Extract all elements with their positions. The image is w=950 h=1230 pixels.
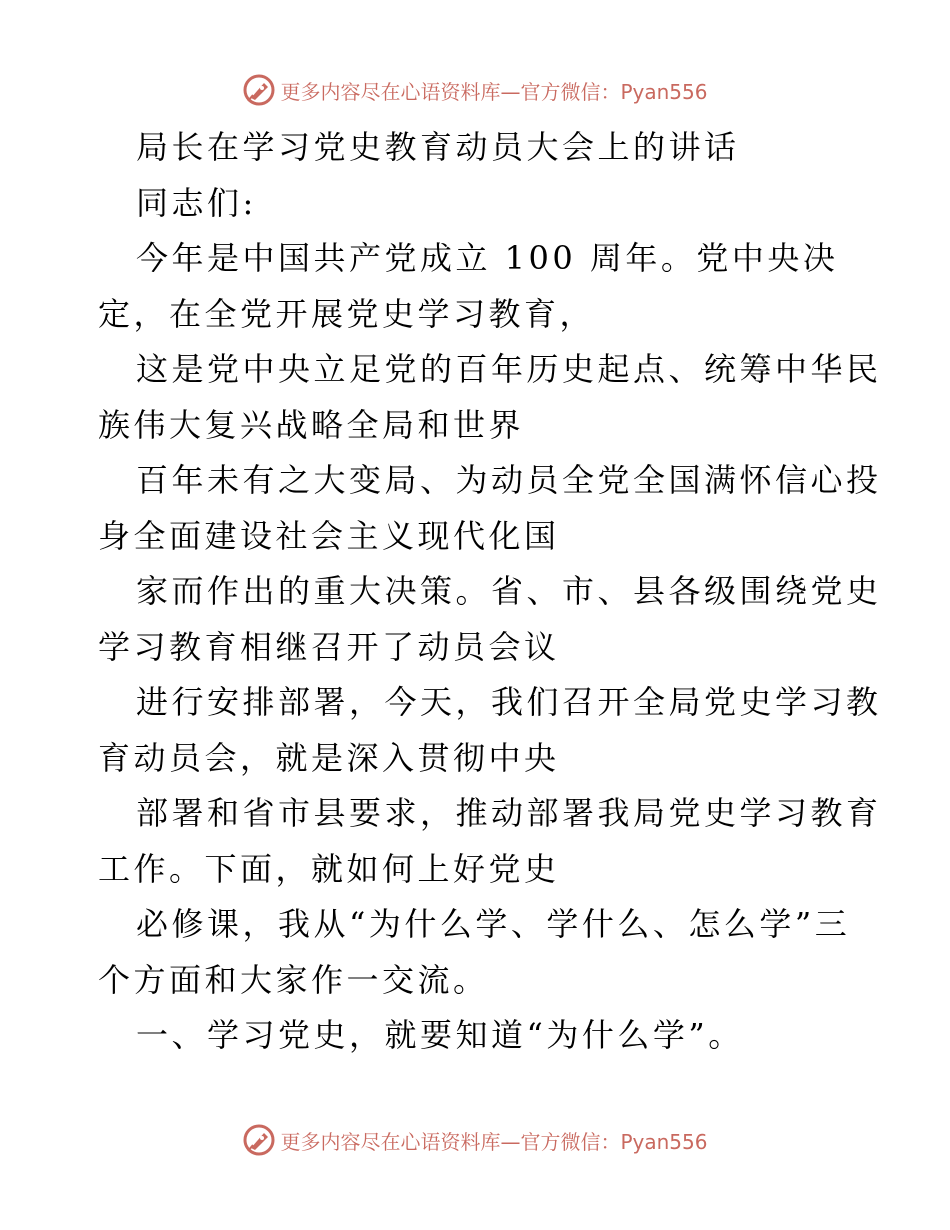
- paragraph-2-line-1: 这是党中央立足党的百年历史起点、统筹中华民: [136, 350, 882, 388]
- footer-banner-text: 更多内容尽在心语资料库—官方微信：Pyan556: [280, 1129, 708, 1154]
- paragraph-1-line-2: 定，在全党开展党史学习教育，: [98, 294, 596, 333]
- paragraph-4-line-1: 家而作出的重大决策。省、市、县各级围绕党史: [136, 572, 882, 610]
- header-banner[interactable]: [0, 70, 950, 110]
- paragraph-5-line-2: 育动员会，就是深入贯彻中央: [98, 738, 560, 777]
- paragraph-6-line-2: 工作。下面，就如何上好党史: [98, 849, 560, 888]
- paragraph-6-line-1: 部署和省市县要求，推动部署我局党史学习教育: [136, 794, 882, 832]
- footer-banner[interactable]: [0, 1120, 950, 1160]
- document-body: [98, 120, 882, 1064]
- pen-nib-logo-icon: [242, 1123, 276, 1157]
- pen-nib-logo-icon: [242, 73, 276, 107]
- paragraph-3-line-1: 百年未有之大变局、为动员全党全国满怀信心投: [136, 461, 882, 499]
- paragraph-3-line-2: 身全面建设社会主义现代化国: [98, 516, 560, 555]
- paragraph-4-line-2: 学习教育相继召开了动员会议: [98, 627, 560, 666]
- paragraph-2-line-2: 族伟大复兴战略全局和世界: [98, 405, 525, 444]
- paragraph-5-line-1: 进行安排部署，今天，我们召开全局党史学习教: [136, 683, 882, 721]
- paragraph-7-line-2: 个方面和大家作一交流。: [98, 960, 489, 999]
- document-title: 局长在学习党史教育动员大会上的讲话: [136, 128, 740, 166]
- paragraph-7-line-1: 必修课，我从“为什么学、学什么、怎么学”三: [136, 905, 851, 943]
- section-heading: 一、学习党史，就要知道“为什么学”。: [136, 1016, 744, 1054]
- header-banner-text: 更多内容尽在心语资料库—官方微信：Pyan556: [280, 79, 708, 104]
- salutation: 同志们:: [136, 183, 257, 222]
- paragraph-1-line-1: 今年是中国共产党成立 100 周年。党中央决: [136, 239, 839, 277]
